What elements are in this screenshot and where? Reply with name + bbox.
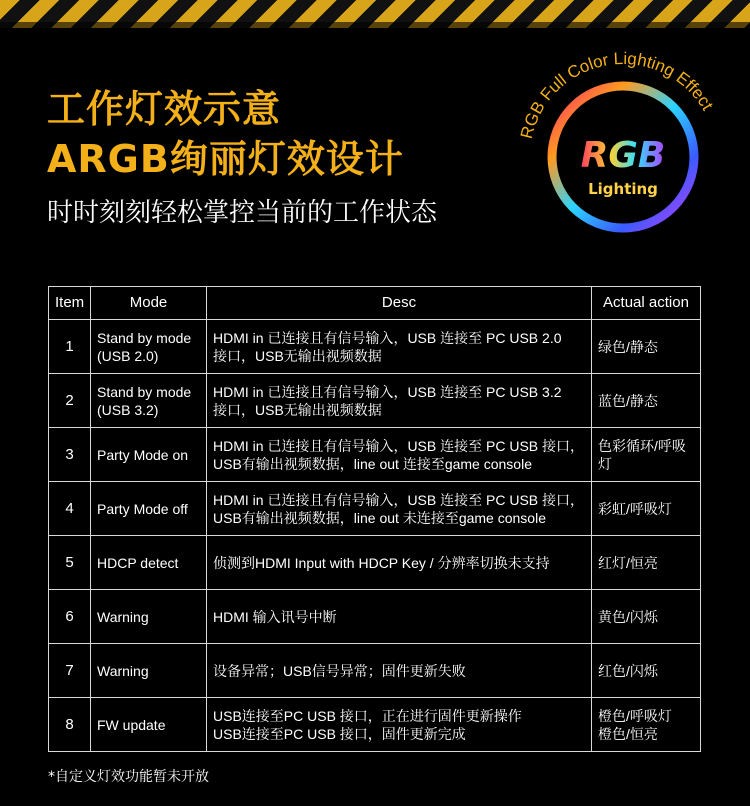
badge-arc-text: RGB Full Color Lighting Effect (516, 48, 718, 141)
header-item: Item (49, 287, 91, 320)
mode-cell (91, 590, 207, 644)
action-cell (592, 374, 701, 428)
desc-cell-line: HDMI in 已连接且有信号输入，USB 连接至 PC USB 2.0 (213, 329, 562, 346)
desc-cell-line: USB有输出视频数据，line out 连接至game console (213, 455, 532, 472)
desc-cell-line: 接口，USB无输出视频数据 (213, 347, 382, 364)
item-cell-line: 8 (65, 715, 74, 733)
mode-cell (91, 374, 207, 428)
desc-cell-line: HDMI in 已连接且有信号输入，USB 连接至 PC USB 接口， (213, 491, 585, 508)
action-cell (592, 536, 701, 590)
rgb-ring-icon (508, 42, 738, 272)
mode-cell-line: HDCP detect (97, 554, 179, 571)
desc-cell-line: USB连接至PC USB 接口，正在进行固件更新操作 (213, 707, 522, 724)
item-cell (49, 374, 91, 428)
desc-cell (207, 320, 592, 374)
rgb-lighting-badge (508, 42, 738, 272)
table-row (49, 374, 701, 428)
badge-sub-text: Lighting (588, 180, 658, 198)
mode-cell-line: Stand by mode (97, 329, 192, 346)
page-title-line-1: 工作灯效示意 (47, 87, 282, 131)
action-cell-line: 绿色/静态 (598, 338, 658, 355)
desc-cell (207, 698, 592, 752)
lighting-status-table (48, 286, 701, 752)
action-cell-line: 黄色/闪烁 (598, 608, 658, 625)
item-cell-line: 3 (65, 445, 74, 463)
mode-cell (91, 698, 207, 752)
action-cell (592, 482, 701, 536)
item-cell (49, 428, 91, 482)
action-cell (592, 644, 701, 698)
mode-cell (91, 536, 207, 590)
mode-cell-line: Warning (97, 662, 149, 679)
item-cell-line: 2 (65, 391, 74, 409)
table-row (49, 644, 701, 698)
header-mode: Mode (91, 287, 207, 320)
desc-cell-line: USB连接至PC USB 接口，固件更新完成 (213, 725, 466, 742)
mode-cell-line: Party Mode on (97, 446, 189, 463)
desc-cell-line: HDMI in 已连接且有信号输入，USB 连接至 PC USB 接口， (213, 437, 585, 454)
desc-cell-line: 接口，USB无输出视频数据 (213, 401, 382, 418)
table-row (49, 428, 701, 482)
table-row (49, 482, 701, 536)
action-cell-line: 蓝色/静态 (598, 392, 658, 409)
desc-cell (207, 482, 592, 536)
desc-cell-line: HDMI in 已连接且有信号输入，USB 连接至 PC USB 3.2 (213, 383, 562, 400)
action-cell-line: 橙色/呼吸灯 (598, 707, 672, 724)
item-cell (49, 482, 91, 536)
item-cell (49, 320, 91, 374)
desc-cell-line: HDMI 输入讯号中断 (213, 608, 337, 625)
header-actual-action: Actual action (592, 287, 701, 320)
item-cell (49, 536, 91, 590)
action-cell-line: 红色/闪烁 (598, 662, 658, 679)
mode-cell (91, 428, 207, 482)
action-cell (592, 698, 701, 752)
badge-main-text: RGB (580, 135, 666, 176)
mode-cell-line: Warning (97, 608, 149, 625)
item-cell (49, 698, 91, 752)
mode-cell (91, 644, 207, 698)
table-header-row (49, 287, 701, 320)
item-cell-line: 1 (65, 337, 74, 355)
page-title-line-2: ARGB绚丽灯效设计 (47, 137, 404, 181)
action-cell-line: 橙色/恒亮 (598, 725, 658, 742)
item-cell-line: 7 (65, 661, 74, 679)
mode-cell-line: Stand by mode (97, 383, 192, 400)
hazard-stripe-banner (0, 0, 750, 28)
action-cell (592, 428, 701, 482)
mode-cell (91, 320, 207, 374)
item-cell-line: 5 (65, 553, 74, 571)
page-subtitle: 时时刻刻轻松掌控当前的工作状态 (47, 198, 438, 228)
mode-cell-line: (USB 3.2) (97, 401, 159, 418)
mode-cell-line: (USB 2.0) (97, 347, 159, 364)
desc-cell-line: USB有输出视频数据，line out 未连接至game console (213, 509, 546, 526)
table-row (49, 698, 701, 752)
item-cell (49, 644, 91, 698)
item-cell-line: 6 (65, 607, 74, 625)
table-row (49, 536, 701, 590)
action-cell (592, 320, 701, 374)
header-desc: Desc (207, 287, 592, 320)
action-cell-line: 彩虹/呼吸灯 (598, 500, 672, 517)
footnote: *自定义灯效功能暂未开放 (48, 769, 209, 785)
desc-cell (207, 374, 592, 428)
mode-cell-line: Party Mode off (97, 500, 188, 517)
desc-cell (207, 428, 592, 482)
table-row (49, 590, 701, 644)
desc-cell (207, 536, 592, 590)
table-row (49, 320, 701, 374)
desc-cell-line: 设备异常；USB信号异常；固件更新失败 (213, 662, 466, 679)
desc-cell (207, 644, 592, 698)
action-cell-line: 色彩循环/呼吸灯 (598, 437, 686, 472)
action-cell (592, 590, 701, 644)
item-cell (49, 590, 91, 644)
desc-cell-line: 侦测到HDMI Input with HDCP Key / 分辨率切换未支持 (213, 554, 550, 571)
mode-cell-line: FW update (97, 716, 166, 733)
item-cell-line: 4 (65, 499, 74, 517)
mode-cell (91, 482, 207, 536)
desc-cell (207, 590, 592, 644)
action-cell-line: 红灯/恒亮 (598, 554, 658, 571)
